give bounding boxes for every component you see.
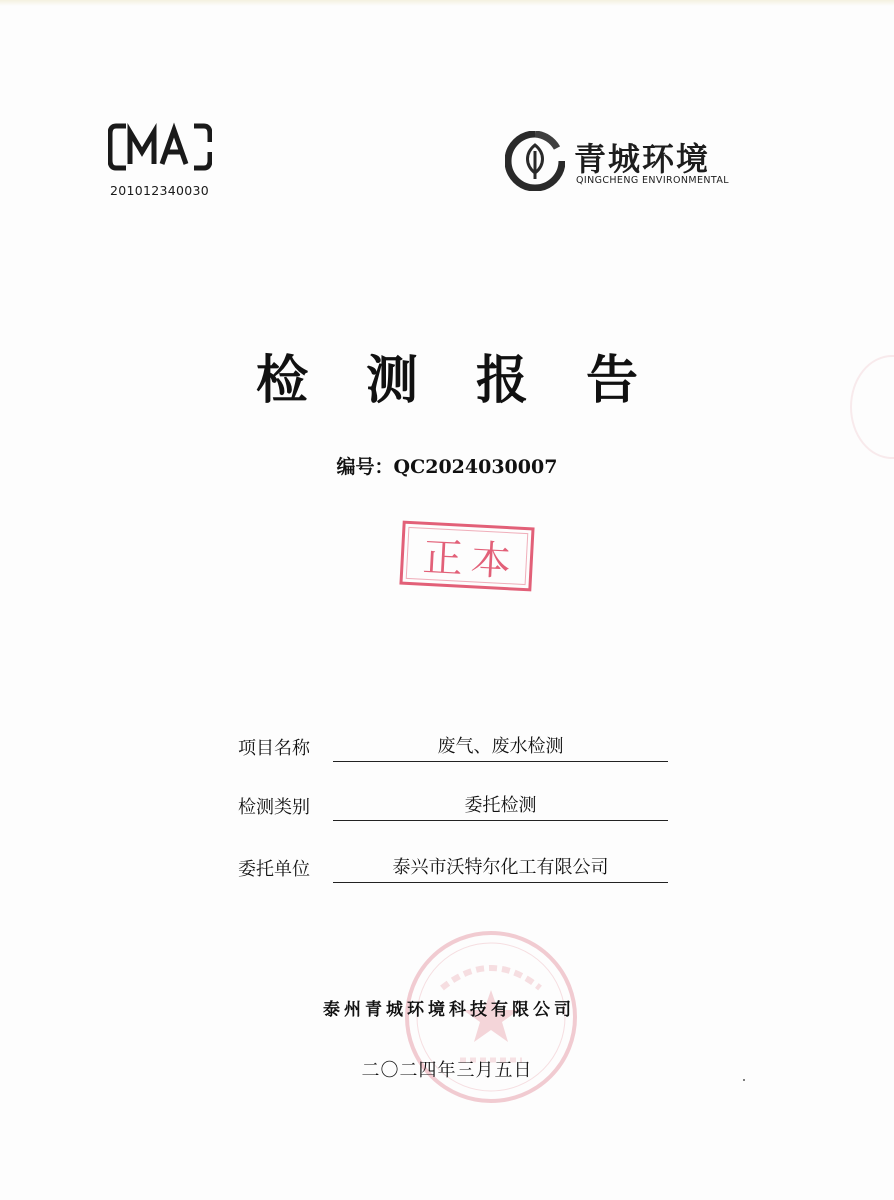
- field-test-category: [238, 791, 668, 821]
- field-client: [238, 853, 668, 883]
- page-title: 检测报告: [255, 350, 696, 411]
- field-value: 委托检测: [333, 791, 668, 821]
- original-copy-stamp: 正本: [399, 521, 534, 592]
- scan-edge: [0, 0, 894, 6]
- issuing-company: 泰州青城环境科技有限公司: [323, 1000, 575, 1020]
- field-project-name: [238, 732, 668, 762]
- scan-speck: [743, 1079, 745, 1081]
- cma-number: 201012340030: [110, 183, 210, 198]
- company-logo-name: 青城环境: [574, 140, 711, 178]
- field-value: 泰兴市沃特尔化工有限公司: [333, 853, 668, 883]
- report-date: 二〇二四年三月五日: [361, 1060, 533, 1081]
- cma-mark-icon: [108, 122, 218, 172]
- field-value: 废气、废水检测: [333, 732, 668, 762]
- report-number: 编号：QC2024030007: [336, 456, 558, 478]
- field-label: 检测类别: [238, 797, 310, 818]
- company-logo-name-en: QINGCHENG ENVIRONMENTAL: [576, 175, 729, 186]
- field-label: 项目名称: [238, 738, 310, 759]
- leaf-circle-icon: [505, 131, 565, 191]
- field-label: 委托单位: [238, 859, 310, 880]
